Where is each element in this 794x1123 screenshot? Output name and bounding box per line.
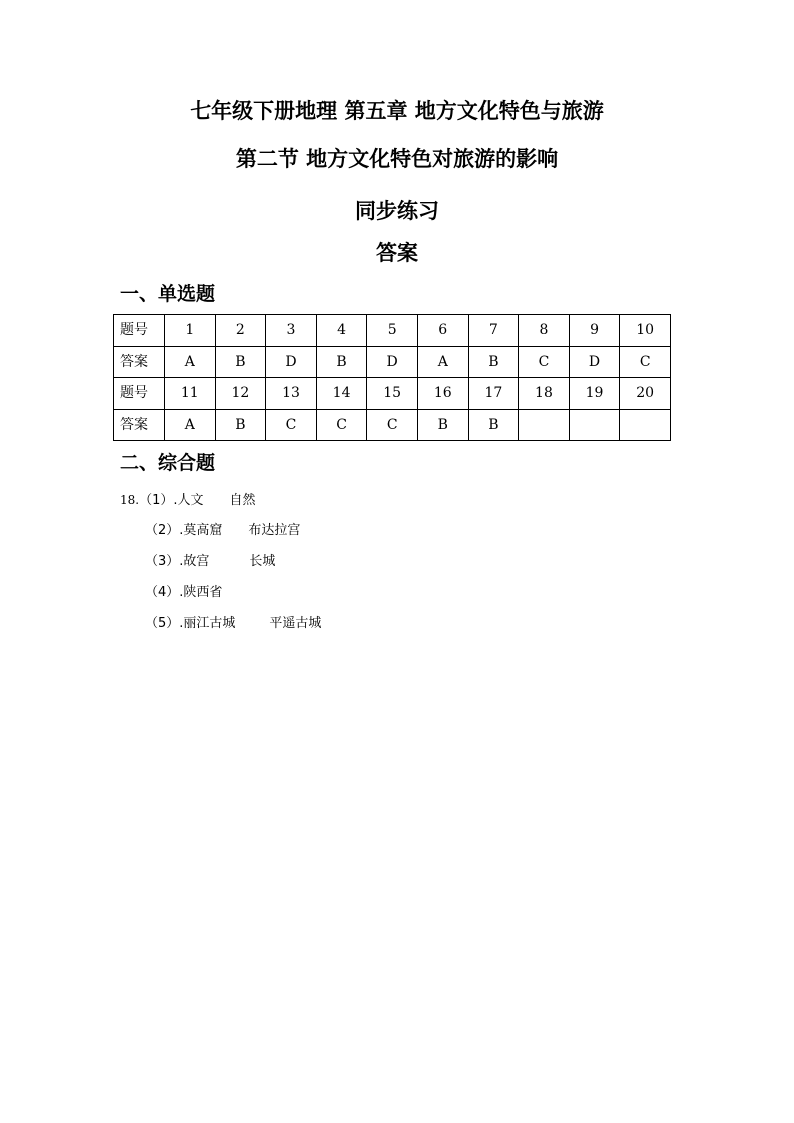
table-cell: B — [468, 409, 519, 441]
table-cell: C — [519, 346, 570, 378]
table-cell: 20 — [620, 378, 671, 410]
document-title-line-4: 答案 — [376, 240, 418, 265]
table-row — [114, 409, 671, 441]
table-cell: D — [569, 346, 620, 378]
answer-b: 布达拉宫 — [248, 523, 301, 538]
part-number: （1）. — [139, 493, 178, 508]
table-cell — [519, 409, 570, 441]
table-cell: 4 — [316, 315, 367, 347]
table-cell: 2 — [215, 315, 266, 347]
table-row — [114, 346, 671, 378]
document-title-line-1: 七年级下册地理 第五章 地方文化特色与旅游 — [190, 98, 604, 123]
table-cell: C — [620, 346, 671, 378]
table-cell: C — [266, 409, 317, 441]
table-cell: 5 — [367, 315, 418, 347]
table-cell: 1 — [165, 315, 216, 347]
document-title-line-3: 同步练习 — [355, 198, 439, 223]
answer-b: 平遥古城 — [269, 616, 322, 631]
table-cell: A — [165, 346, 216, 378]
table-cell: 12 — [215, 378, 266, 410]
table-cell: 16 — [417, 378, 468, 410]
table-cell — [620, 409, 671, 441]
table-cell: 14 — [316, 378, 367, 410]
table-cell: 6 — [417, 315, 468, 347]
table-cell: 19 — [569, 378, 620, 410]
table-cell: A — [417, 346, 468, 378]
table-cell: 3 — [266, 315, 317, 347]
table-row — [114, 315, 671, 347]
table-cell: 13 — [266, 378, 317, 410]
row-label: 答案 — [114, 346, 165, 378]
answer-b: 自然 — [229, 493, 256, 508]
part-number: （4）. — [145, 585, 184, 600]
answer-line-1 — [120, 492, 256, 509]
answer-table — [113, 314, 671, 441]
answer-line-3 — [145, 554, 275, 570]
row-label: 答案 — [114, 409, 165, 441]
table-cell: 9 — [569, 315, 620, 347]
table-cell: 18 — [519, 378, 570, 410]
table-cell: 10 — [620, 315, 671, 347]
answer-a: 人文 — [177, 493, 204, 508]
table-cell: B — [417, 409, 468, 441]
table-row — [114, 378, 671, 410]
table-cell: 11 — [165, 378, 216, 410]
table-cell: A — [165, 409, 216, 441]
table-cell: 7 — [468, 315, 519, 347]
table-cell: 15 — [367, 378, 418, 410]
answer-b: 长城 — [249, 554, 276, 569]
answer-a: 故宫 — [183, 554, 210, 569]
table-cell: B — [215, 409, 266, 441]
table-cell: B — [468, 346, 519, 378]
row-label: 题号 — [114, 315, 165, 347]
document-title-line-2: 第二节 地方文化特色对旅游的影响 — [235, 146, 559, 171]
table-cell: D — [367, 346, 418, 378]
answer-a: 陕西省 — [183, 585, 223, 600]
answer-a: 莫高窟 — [183, 523, 223, 538]
table-cell: 17 — [468, 378, 519, 410]
section-heading-single-choice: 一、单选题 — [120, 283, 216, 305]
table-cell: C — [316, 409, 367, 441]
part-number: （2）. — [145, 523, 184, 538]
table-cell: C — [367, 409, 418, 441]
table-cell: 8 — [519, 315, 570, 347]
row-label: 题号 — [114, 378, 165, 410]
answer-a: 丽江古城 — [183, 616, 236, 631]
section-heading-comprehensive: 二、综合题 — [120, 452, 216, 474]
answer-line-5 — [145, 616, 321, 632]
answer-line-4 — [145, 585, 248, 601]
answer-line-2 — [145, 523, 300, 539]
question-number: 18. — [120, 493, 140, 507]
part-number: （5）. — [145, 616, 184, 631]
table-cell: D — [266, 346, 317, 378]
table-cell — [569, 409, 620, 441]
part-number: （3）. — [145, 554, 184, 569]
table-cell: B — [316, 346, 367, 378]
table-cell: B — [215, 346, 266, 378]
